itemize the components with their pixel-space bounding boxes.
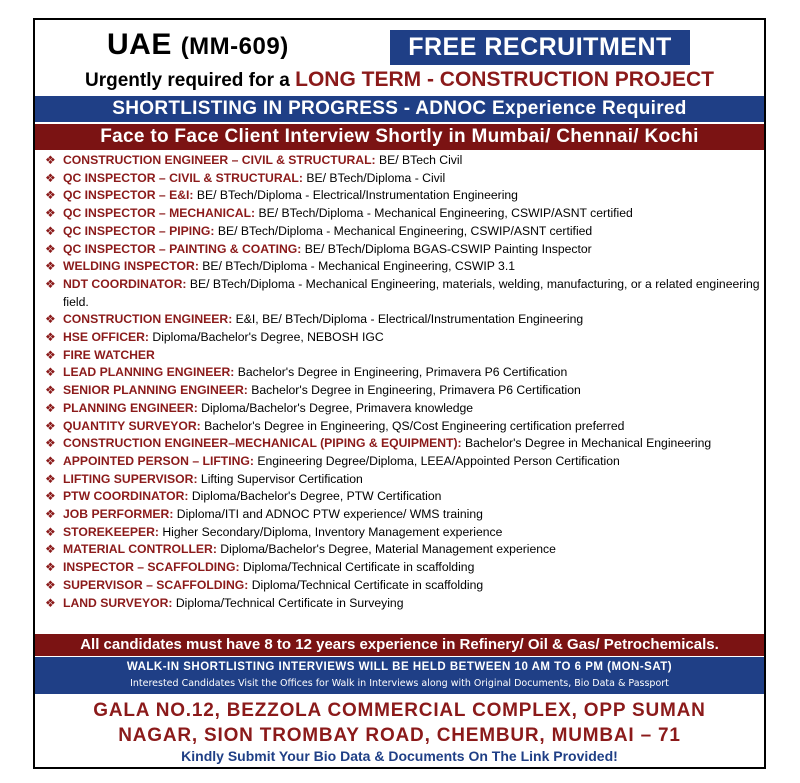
country-title xyxy=(107,28,289,62)
urgent-prefix: Urgently required for a xyxy=(85,70,296,91)
diamond-bullet-icon: ❖ xyxy=(45,595,56,610)
job-title: SUPERVISOR – SCAFFOLDING: xyxy=(63,577,249,592)
diamond-bullet-icon: ❖ xyxy=(45,560,56,575)
job-requirement: Engineering Degree/Diploma, LEEA/Appointed Person Certification xyxy=(253,453,620,468)
diamond-bullet-icon: ❖ xyxy=(45,471,56,486)
job-requirement: Bachelor's Degree in Engineering, Primavera P6 Certification xyxy=(247,383,581,398)
job-title: NDT COORDINATOR: xyxy=(63,276,187,291)
diamond-bullet-icon: ❖ xyxy=(45,453,56,468)
job-title: CONSTRUCTION ENGINEER – CIVIL & STRUCTURAL: xyxy=(63,153,376,167)
job-item xyxy=(43,400,761,418)
diamond-bullet-icon: ❖ xyxy=(45,170,56,185)
job-requirement: Bachelor's Degree in Engineering, QS/Cost Engineering certification preferred xyxy=(200,418,625,433)
job-item xyxy=(43,364,761,382)
job-item xyxy=(43,541,761,559)
diamond-bullet-icon: ❖ xyxy=(45,347,56,362)
poster xyxy=(33,18,766,769)
address-line-1: GALA NO.12, BEZZOLA COMMERCIAL COMPLEX, OPP SUMAN xyxy=(93,700,706,721)
job-requirement: Diploma/ITI and ADNOC PTW experience/ WMS training xyxy=(173,507,483,522)
job-item xyxy=(43,559,761,577)
job-requirement: BE/ BTech/Diploma - Electrical/Instrumentation Engineering xyxy=(193,188,518,203)
diamond-bullet-icon: ❖ xyxy=(45,223,56,238)
job-item xyxy=(43,170,761,188)
job-title: APPOINTED PERSON – LIFTING: xyxy=(63,453,254,468)
job-item xyxy=(43,347,761,365)
interview-banner: Face to Face Client Interview Shortly in Mumbai/ Chennai/ Kochi xyxy=(35,124,764,150)
diamond-bullet-icon: ❖ xyxy=(45,383,56,398)
job-requirement: BE/ BTech/Diploma - Mechanical Engineering, CSWIP/ASNT certified xyxy=(255,206,633,221)
job-title: QC INSPECTOR – E&I: xyxy=(63,188,194,203)
urgent-line xyxy=(35,68,764,92)
job-title: QC INSPECTOR – PIPING: xyxy=(63,223,215,238)
diamond-bullet-icon: ❖ xyxy=(45,400,56,415)
job-requirement: BE/ BTech/Diploma - Mechanical Engineering, materials, welding, manufacturing, or a related engineering field. xyxy=(63,276,760,309)
diamond-bullet-icon: ❖ xyxy=(45,188,56,203)
job-requirement: BE/ BTech/Diploma - Mechanical Engineering, CSWIP/ASNT certified xyxy=(214,223,593,238)
walkin-banner xyxy=(35,657,764,694)
job-code: (MM-609) xyxy=(180,33,289,60)
job-title: HSE OFFICER: xyxy=(63,330,149,345)
urgent-project: LONG TERM - CONSTRUCTION PROJECT xyxy=(295,68,714,91)
job-title: WELDING INSPECTOR: xyxy=(63,259,199,274)
job-requirement: Diploma/Bachelor's Degree, NEBOSH IGC xyxy=(149,330,384,345)
job-title: LAND SURVEYOR: xyxy=(63,595,173,610)
job-item xyxy=(43,258,761,276)
job-item xyxy=(43,418,761,436)
job-requirement: Bachelor's Degree in Mechanical Engineering xyxy=(461,436,712,451)
diamond-bullet-icon: ❖ xyxy=(45,577,56,592)
shortlisting-banner: SHORTLISTING IN PROGRESS - ADNOC Experience Required xyxy=(35,96,764,122)
experience-banner: All candidates must have 8 to 12 years experience in Refinery/ Oil & Gas/ Petrochemicals. xyxy=(35,634,764,656)
job-title: JOB PERFORMER: xyxy=(63,507,174,522)
diamond-bullet-icon: ❖ xyxy=(45,489,56,504)
job-item xyxy=(43,152,761,170)
job-title: QC INSPECTOR – PAINTING & COATING: xyxy=(63,241,302,256)
job-requirement: Bachelor's Degree in Engineering, Primavera P6 Certification xyxy=(234,365,568,380)
job-title: PLANNING ENGINEER: xyxy=(63,400,198,415)
job-item xyxy=(43,311,761,329)
job-requirement: BE/ BTech/Diploma BGAS-CSWIP Painting Inspector xyxy=(301,241,592,256)
job-item xyxy=(43,453,761,471)
diamond-bullet-icon: ❖ xyxy=(45,312,56,327)
diamond-bullet-icon: ❖ xyxy=(45,507,56,522)
address xyxy=(35,698,764,748)
job-requirement: BE/ BTech/Diploma - Civil xyxy=(302,170,446,185)
job-title: CONSTRUCTION ENGINEER–MECHANICAL (PIPING & EQUIPMENT): xyxy=(63,436,462,451)
header-row xyxy=(35,26,764,66)
diamond-bullet-icon: ❖ xyxy=(45,542,56,557)
diamond-bullet-icon: ❖ xyxy=(45,418,56,433)
job-title: SENIOR PLANNING ENGINEER: xyxy=(63,383,248,398)
diamond-bullet-icon: ❖ xyxy=(45,330,56,345)
free-recruitment-badge: FREE RECRUITMENT xyxy=(390,30,690,65)
submit-note: Kindly Submit Your Bio Data & Documents On The Link Provided! xyxy=(181,748,618,764)
diamond-bullet-icon: ❖ xyxy=(45,241,56,256)
job-item xyxy=(43,329,761,347)
job-item xyxy=(43,595,761,613)
job-item xyxy=(43,223,761,241)
job-item xyxy=(43,435,761,453)
diamond-bullet-icon: ❖ xyxy=(45,206,56,221)
diamond-bullet-icon: ❖ xyxy=(45,276,56,291)
job-requirement: BE/ BTech Civil xyxy=(375,153,463,167)
job-item xyxy=(43,488,761,506)
job-requirement: Lifting Supervisor Certification xyxy=(197,471,363,486)
diamond-bullet-icon: ❖ xyxy=(45,436,56,451)
job-title: STOREKEEPER: xyxy=(63,524,159,539)
job-item xyxy=(43,187,761,205)
job-item xyxy=(43,506,761,524)
diamond-bullet-icon: ❖ xyxy=(45,153,56,167)
job-requirement: Diploma/Technical Certificate in scaffolding xyxy=(239,560,475,575)
job-title: CONSTRUCTION ENGINEER: xyxy=(63,312,233,327)
job-item xyxy=(43,205,761,223)
job-item xyxy=(43,577,761,595)
diamond-bullet-icon: ❖ xyxy=(45,259,56,274)
job-requirement: Diploma/Bachelor's Degree, PTW Certification xyxy=(188,489,442,504)
diamond-bullet-icon: ❖ xyxy=(45,524,56,539)
job-requirement: Diploma/Technical Certificate in Surveying xyxy=(172,595,404,610)
job-title: MATERIAL CONTROLLER: xyxy=(63,542,217,557)
job-requirement: E&I, BE/ BTech/Diploma - Electrical/Instrumentation Engineering xyxy=(232,312,584,327)
interested-text: Interested Candidates Visit the Offices for Walk in Interviews along with Original Documents, Bio Data & Passport xyxy=(130,678,669,689)
job-item xyxy=(43,382,761,400)
job-title: LIFTING SUPERVISOR: xyxy=(63,471,198,486)
job-requirement: BE/ BTech/Diploma - Mechanical Engineering, CSWIP 3.1 xyxy=(198,259,515,274)
job-title: QC INSPECTOR – CIVIL & STRUCTURAL: xyxy=(63,170,303,185)
job-requirement: Diploma/Bachelor's Degree, Material Management experience xyxy=(216,542,556,557)
job-item xyxy=(43,471,761,489)
job-title: QC INSPECTOR – MECHANICAL: xyxy=(63,206,256,221)
job-title: INSPECTOR – SCAFFOLDING: xyxy=(63,560,240,575)
job-title: PTW COORDINATOR: xyxy=(63,489,189,504)
country: UAE xyxy=(107,28,172,61)
walkin-text: WALK-IN SHORTLISTING INTERVIEWS WILL BE HELD BETWEEN 10 AM TO 6 PM (MON-SAT) xyxy=(126,661,673,673)
job-list xyxy=(43,152,761,612)
job-requirement: Diploma/Technical Certificate in scaffolding xyxy=(248,577,484,592)
job-item xyxy=(43,276,761,311)
job-requirement: Diploma/Bachelor's Degree, Primavera knowledge xyxy=(197,400,474,415)
job-requirement: Higher Secondary/Diploma, Inventory Management experience xyxy=(158,524,503,539)
job-title: QUANTITY SURVEYOR: xyxy=(63,418,201,433)
diamond-bullet-icon: ❖ xyxy=(45,365,56,380)
job-item xyxy=(43,524,761,542)
job-title: FIRE WATCHER xyxy=(63,347,155,362)
address-line-2: NAGAR, SION TROMBAY ROAD, CHEMBUR, MUMBAI – 71 xyxy=(118,725,681,746)
job-title: LEAD PLANNING ENGINEER: xyxy=(63,365,235,380)
job-item xyxy=(43,241,761,259)
